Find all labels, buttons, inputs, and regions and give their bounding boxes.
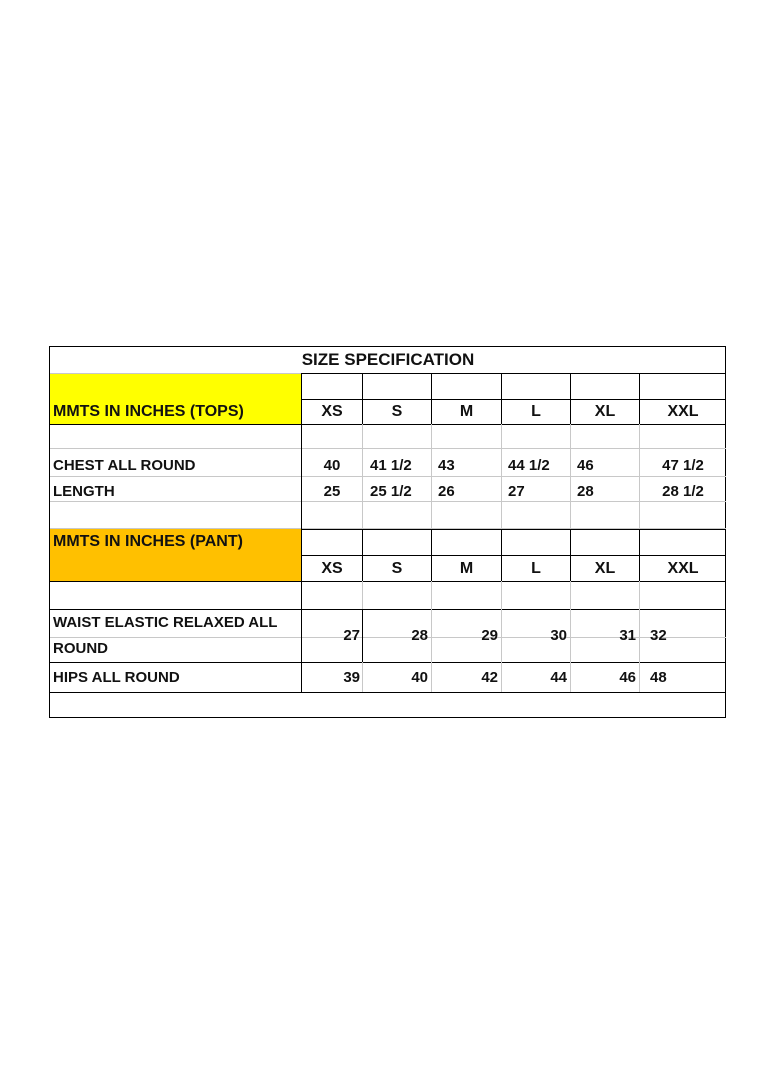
table-cell: 28 bbox=[411, 627, 428, 644]
border-line bbox=[301, 373, 726, 374]
table-cell: 25 bbox=[323, 483, 341, 500]
border-line bbox=[50, 662, 726, 663]
table-cell: 40 bbox=[323, 457, 341, 474]
tops-size-m: M bbox=[459, 403, 474, 420]
table-cell: 30 bbox=[550, 627, 567, 644]
table-cell: 47 1/2 bbox=[662, 457, 704, 474]
table-cell: 42 bbox=[481, 669, 498, 686]
row-label-hips: HIPS ALL ROUND bbox=[53, 669, 180, 686]
pant-size-m: M bbox=[459, 560, 474, 577]
table-cell: 27 bbox=[508, 483, 525, 500]
row-label-waist-line1: WAIST ELASTIC RELAXED ALL bbox=[53, 614, 278, 631]
table-cell: 44 1/2 bbox=[508, 457, 550, 474]
grid-line bbox=[50, 501, 726, 502]
tops-size-l: L bbox=[531, 403, 541, 420]
table-cell: 46 bbox=[619, 669, 636, 686]
border-line bbox=[50, 609, 726, 610]
table-cell: 44 bbox=[550, 669, 567, 686]
grid-line bbox=[50, 448, 726, 449]
row-label-length: LENGTH bbox=[53, 483, 115, 500]
pant-size-l: L bbox=[531, 560, 541, 577]
pant-size-xxl: XXL bbox=[667, 560, 699, 577]
tops-header: MMTS IN INCHES (TOPS) bbox=[53, 403, 244, 420]
table-cell: 41 1/2 bbox=[370, 457, 412, 474]
tops-size-s: S bbox=[391, 403, 403, 420]
table-cell: 29 bbox=[481, 627, 498, 644]
border-line bbox=[301, 399, 726, 400]
tops-size-xs: XS bbox=[321, 403, 343, 420]
grid-line bbox=[50, 476, 726, 477]
table-cell: 43 bbox=[438, 457, 455, 474]
row-label-waist-line2: ROUND bbox=[53, 640, 108, 657]
table-title: SIZE SPECIFICATION bbox=[301, 350, 475, 369]
border-line bbox=[50, 581, 726, 582]
table-cell: 39 bbox=[343, 669, 360, 686]
table-cell: 28 1/2 bbox=[662, 483, 704, 500]
table-cell: 27 bbox=[343, 627, 360, 644]
tops-size-xl: XL bbox=[594, 403, 616, 420]
table-cell: 48 bbox=[650, 669, 667, 686]
border-line bbox=[301, 555, 726, 556]
table-cell: 31 bbox=[619, 627, 636, 644]
border-line bbox=[50, 424, 726, 425]
tops-size-xxl: XXL bbox=[667, 403, 699, 420]
pant-size-s: S bbox=[391, 560, 403, 577]
row-label-chest: CHEST ALL ROUND bbox=[53, 457, 196, 474]
table-cell: 28 bbox=[577, 483, 594, 500]
table-cell: 32 bbox=[650, 627, 667, 644]
table-cell: 40 bbox=[411, 669, 428, 686]
table-cell: 46 bbox=[577, 457, 594, 474]
table-cell: 25 1/2 bbox=[370, 483, 412, 500]
pant-header: MMTS IN INCHES (PANT) bbox=[53, 533, 243, 550]
border-line bbox=[50, 692, 726, 693]
size-specification-table bbox=[49, 346, 726, 718]
border-line bbox=[301, 529, 726, 530]
pant-size-xs: XS bbox=[321, 560, 343, 577]
table-cell: 26 bbox=[438, 483, 455, 500]
pant-size-xl: XL bbox=[594, 560, 616, 577]
